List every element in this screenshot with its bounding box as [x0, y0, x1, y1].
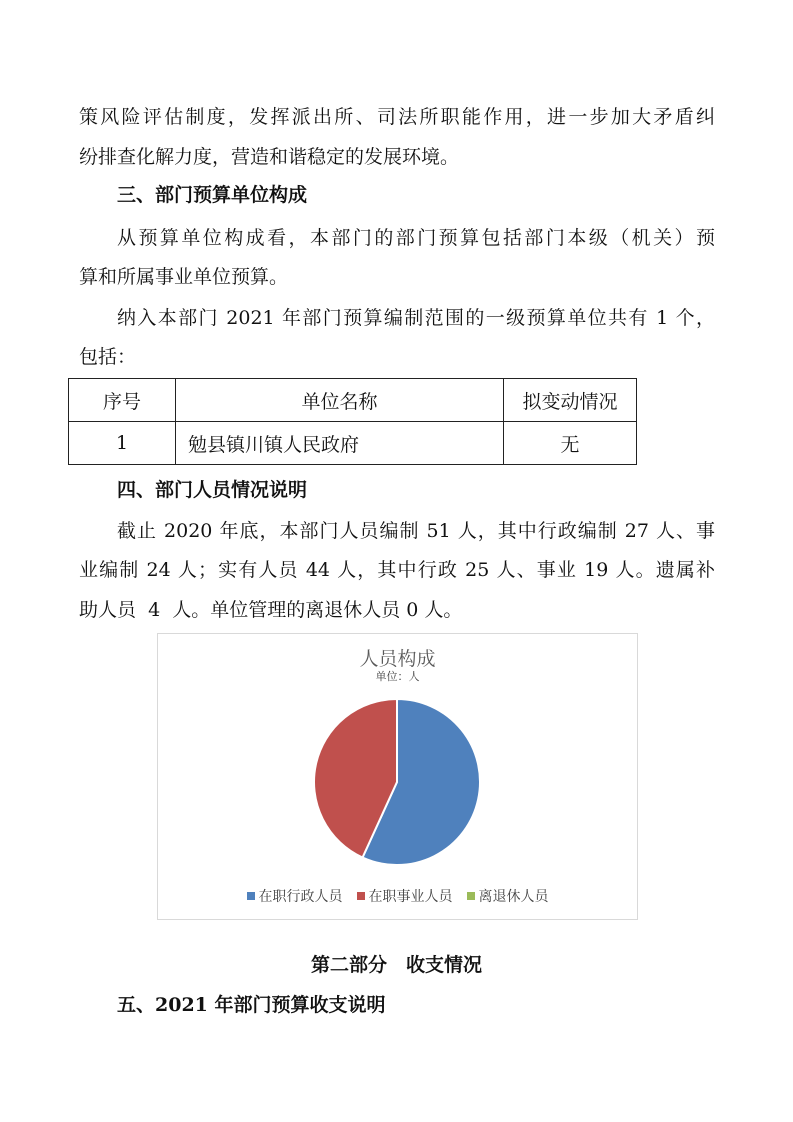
table-header-cell: 序号 [69, 379, 176, 422]
table-header-row [69, 379, 637, 422]
legend-swatch [357, 892, 365, 900]
table-cell: 无 [504, 422, 637, 465]
paragraph-line: 策风险评估制度，发挥派出所、司法所职能作用，进一步加大矛盾纠 [79, 106, 715, 128]
paragraph-line: 业编制 24 人；实有人员 44 人，其中行政 25 人、事业 19 人。遗属补 [79, 559, 715, 581]
paragraph-line: 助人员 4 人。单位管理的离退休人员 0 人。 [79, 599, 463, 621]
legend-label: 在职事业人员 [368, 889, 453, 905]
legend-item [467, 886, 549, 906]
chart-subtitle: 单位：人 [375, 670, 420, 683]
paragraph-line: 截止 2020 年底，本部门人员编制 51 人，其中行政编制 27 人、事 [117, 520, 715, 542]
pie-chart [157, 633, 638, 920]
chart-legend [158, 886, 637, 906]
table-header-cell: 单位名称 [176, 379, 504, 422]
section-heading: 三、部门预算单位构成 [117, 184, 308, 206]
table-header-cell: 拟变动情况 [504, 379, 637, 422]
table-cell: 勉县镇川镇人民政府 [176, 422, 504, 465]
legend-item [357, 886, 453, 906]
pie-plot-area [158, 634, 637, 884]
legend-label: 离退休人员 [478, 889, 549, 905]
legend-swatch [247, 892, 255, 900]
section-heading: 四、部门人员情况说明 [117, 479, 308, 501]
legend-label: 在职行政人员 [258, 889, 343, 905]
paragraph-line: 纳入本部门 2021 年部门预算编制范围的一级预算单位共有 1 个， [117, 307, 715, 329]
paragraph-line: 从预算单位构成看，本部门的部门预算包括部门本级（机关）预 [117, 227, 715, 249]
budget-unit-table [68, 378, 637, 465]
paragraph-line: 纷排查化解力度，营造和谐稳定的发展环境。 [79, 146, 460, 168]
chart-title: 人员构成 [359, 648, 436, 670]
part-heading: 第二部分 收支情况 [310, 954, 482, 976]
paragraph-line: 算和所属事业单位预算。 [79, 266, 289, 288]
table-row [69, 422, 637, 465]
legend-swatch [467, 892, 475, 900]
table-cell: 1 [69, 422, 176, 465]
legend-item [247, 886, 343, 906]
paragraph-line: 包括： [79, 346, 137, 368]
section-heading: 五、2021 年部门预算收支说明 [117, 994, 386, 1016]
